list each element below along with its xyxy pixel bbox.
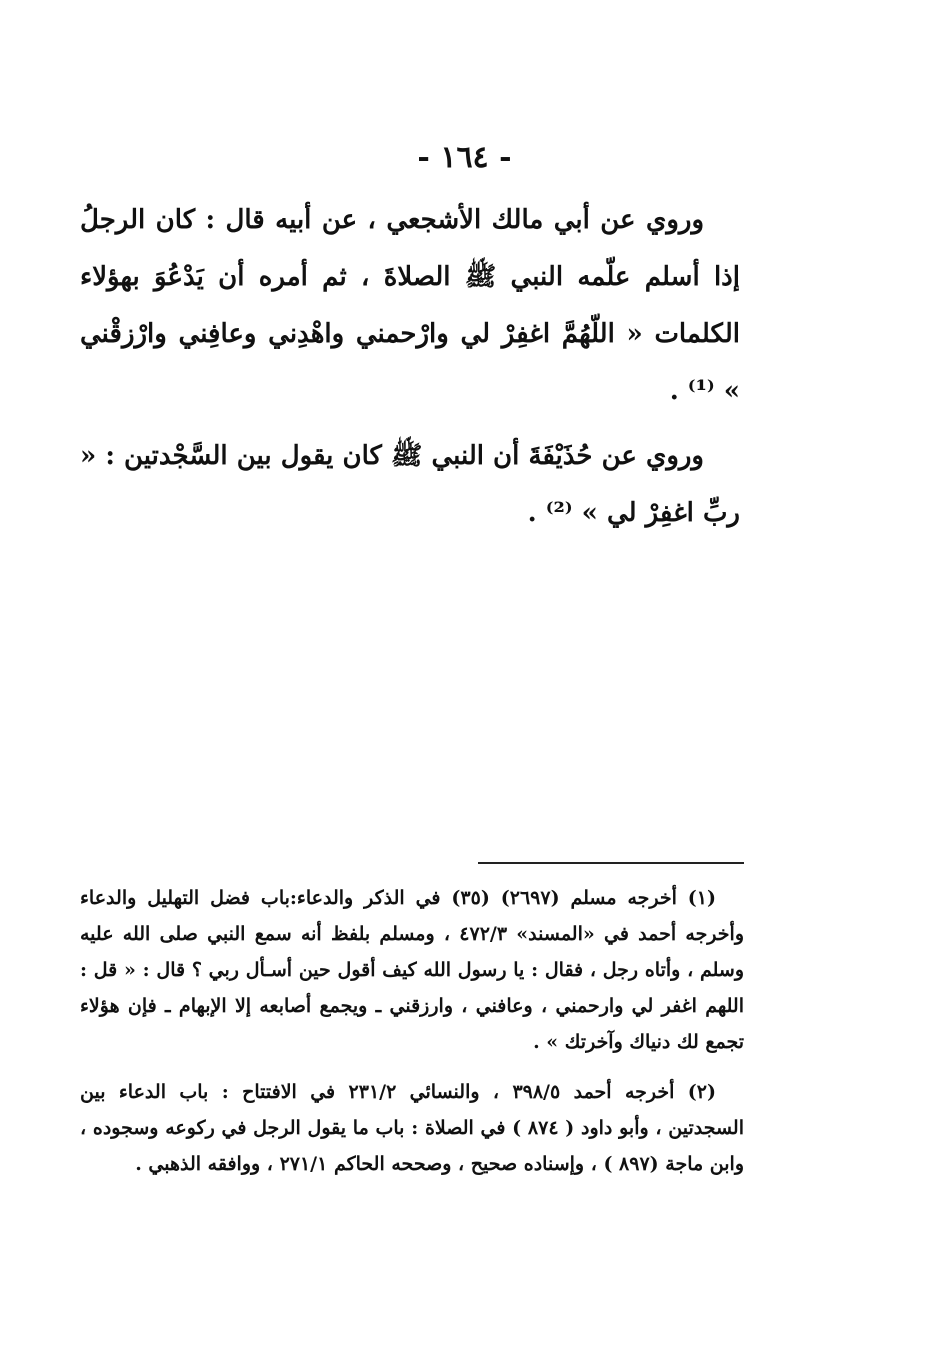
paragraph-hudhayfa: وروي عن حُذَيْفَةَ أن النبي ﷺ كان يقول بين السَّجْدتين : « ربِّ اغفِرْ لي » ⁽²⁾ . — [80, 441, 740, 528]
footnotes — [80, 880, 744, 1196]
footnote-2: (٢) أخرجه أحمد ٣٩٨/٥ ، والنسائي ٢٣١/٢ في الافتتاح : باب الدعاء بين السجدتين ، وأبو داود ( ٨٧٤ ) في الصلاة : باب ما يقول الرجل في ركوعه وسجوده ، وابن ماجة (٨٩٧ ) ، وإسناده صحيح ، وصححه الحاكم ٢٧١/١ ، ووافقه الذهبي . — [80, 1081, 744, 1175]
footnote-1: (١) أخرجه مسلم (٢٦٩٧) (٣٥) في الذكر والدعاء:باب فضل التهليل والدعاء وأخرجه أحمد في «المسند» ٤٧٢/٣ ، ومسلم بلفظ أنه سمع النبي صلى الله عليه وسلم ، وأتاه رجل ، فقال : يا رسول الله كيف أقول حين أسـأل ربي ؟ قال : « قل : اللهم اغفر لي وارحمني ، وعافني ، وارزقني ـ ويجمع أصابعه إلا الإبهام ـ فإن هؤلاء تجمع لك دنياك وآخرتك » . — [80, 887, 744, 1053]
page-number: - ١٦٤ - — [417, 140, 512, 175]
main-text — [80, 192, 740, 550]
footnote-divider — [478, 862, 744, 864]
paragraph-abu-malik: وروي عن أبي مالك الأشجعي ، عن أبيه قال : كان الرجلُ إذا أسلم علّمه النبي ﷺ الصلاةَ ، ثم أمره أن يَدْعُوَ بهؤلاء الكلمات « اللّهُمَّ اغفِرْ لي وارْحمني واهْدِني وعافِني وارْزقْني » ⁽¹⁾ . — [80, 205, 740, 406]
